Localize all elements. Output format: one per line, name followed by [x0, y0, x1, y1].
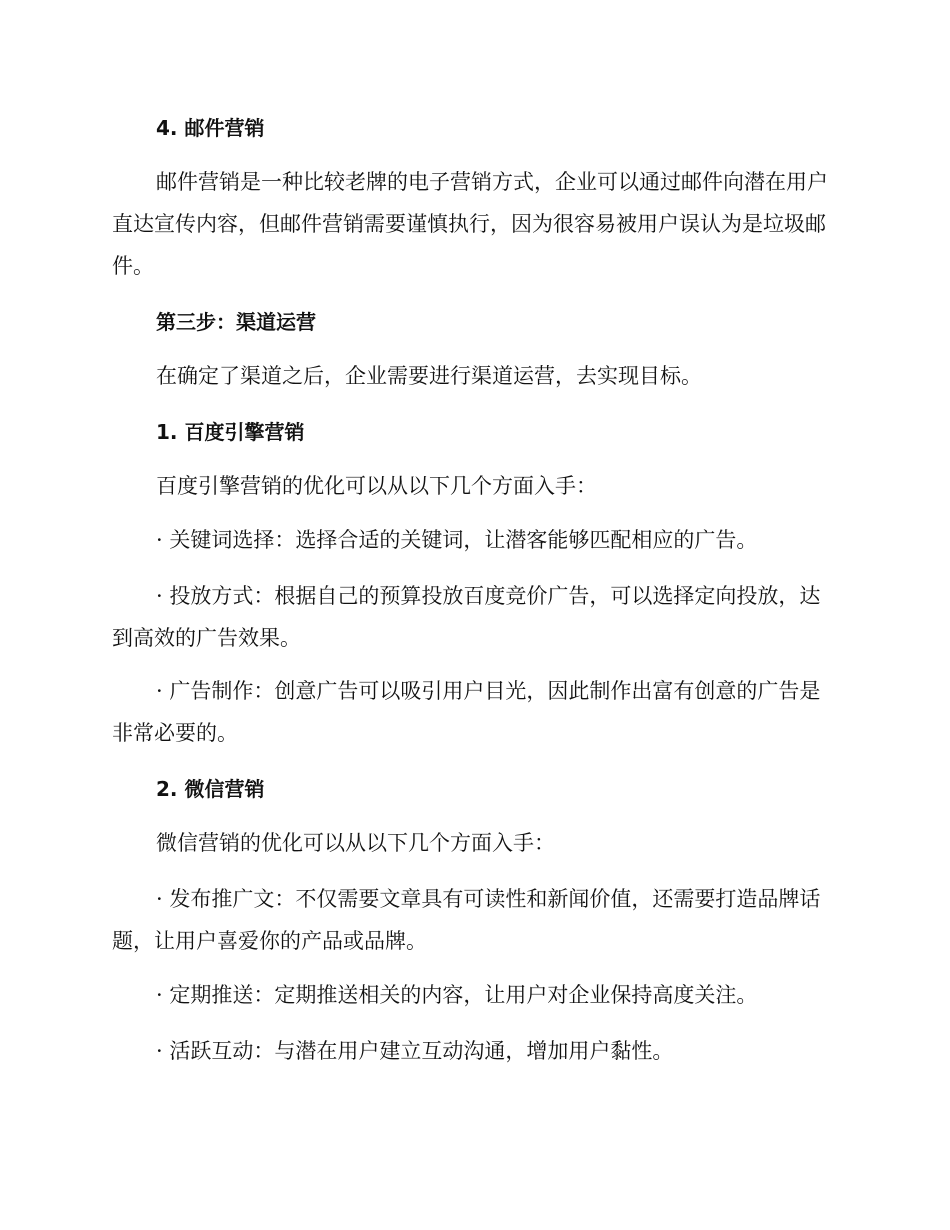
bullet-active-interaction: · 活跃互动：与潜在用户建立互动沟通，增加用户黏性。 — [156, 1039, 674, 1063]
heading-baidu-marketing: 1. 百度引擎营销 — [156, 420, 305, 444]
heading-step-three: 第三步：渠道运营 — [156, 310, 316, 334]
paragraph-wechat-intro: 微信营销的优化可以从以下几个方面入手： — [156, 831, 555, 855]
paragraph-channel-operation: 在确定了渠道之后，企业需要进行渠道运营，去实现目标。 — [156, 364, 702, 388]
paragraph-email-marketing: 邮件营销是一种比较老牌的电子营销方式，企业可以通过邮件向潜在用户直达宣传内容，但邮件营销需要谨慎执行，因为很容易被用户误认为是垃圾邮件。 — [112, 170, 828, 278]
heading-email-marketing: 4. 邮件营销 — [156, 116, 265, 140]
bullet-ad-production: · 广告制作：创意广告可以吸引用户目光，因此制作出富有创意的广告是非常必要的。 — [112, 679, 821, 745]
bullet-regular-push: · 定期推送：定期推送相关的内容，让用户对企业保持高度关注。 — [156, 983, 758, 1007]
heading-wechat-marketing: 2. 微信营销 — [156, 777, 265, 801]
bullet-keyword-selection: · 关键词选择：选择合适的关键词，让潜客能够匹配相应的广告。 — [156, 528, 758, 552]
bullet-placement-method: · 投放方式：根据自己的预算投放百度竞价广告，可以选择定向投放，达到高效的广告效果。 — [112, 584, 821, 650]
bullet-publish-articles: · 发布推广文：不仅需要文章具有可读性和新闻价值，还需要打造品牌话题，让用户喜爱你的产品或品牌。 — [112, 887, 821, 953]
paragraph-baidu-intro: 百度引擎营销的优化可以从以下几个方面入手： — [156, 474, 597, 498]
